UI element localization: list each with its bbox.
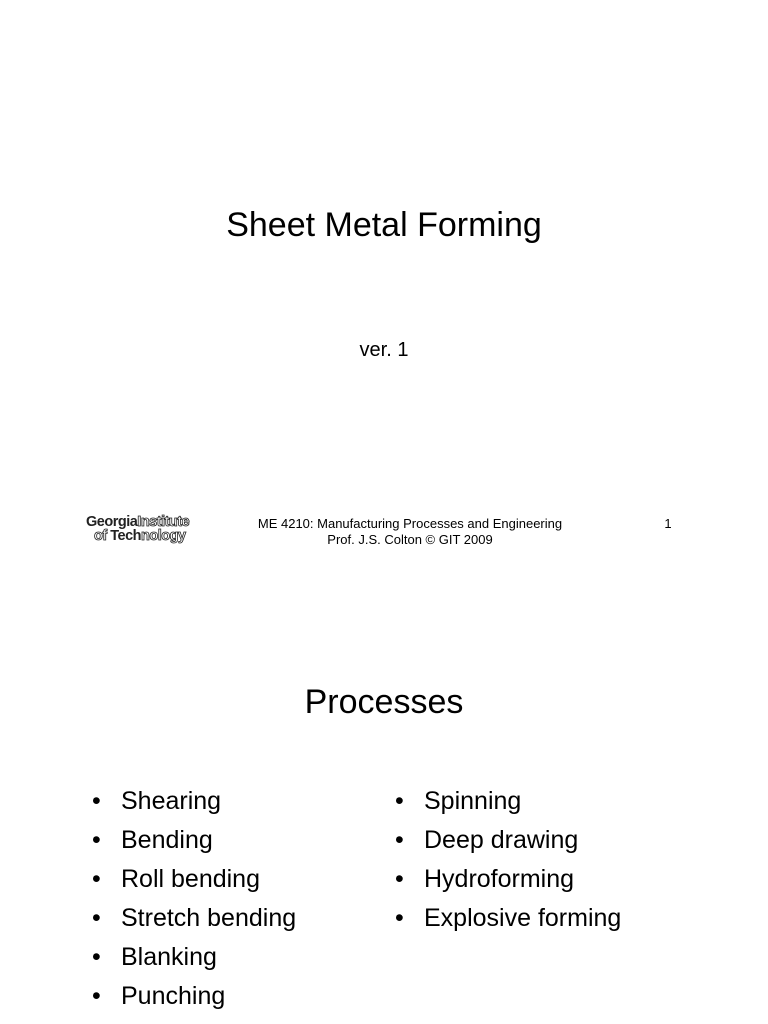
list-item-label: Blanking [121,943,217,971]
bullet-icon: • [395,904,404,932]
bullet-icon: • [395,865,404,893]
process-list-left [92,782,296,1016]
list-item [395,860,621,899]
list-item [92,782,296,821]
processes-slide [0,560,768,1024]
logo-nology: nology [141,528,186,544]
list-item-label: Stretch bending [121,904,297,932]
list-item [92,938,296,977]
list-item-label: Deep drawing [424,826,579,854]
list-item [92,821,296,860]
list-item-label: Bending [121,826,213,854]
bullet-icon: • [92,826,101,854]
bullet-icon: • [92,787,101,815]
footer-course-name: ME 4210: Manufacturing Processes and Engineering [257,516,563,531]
list-item-label: Spinning [424,787,522,815]
list-item [92,860,296,899]
list-item-label: Punching [121,982,226,1010]
page-number: 1 [664,516,672,531]
logo-tech: Tech [110,528,141,544]
list-item-label: Roll bending [121,865,260,893]
bullet-icon: • [92,943,101,971]
logo-institute: Institute [137,514,190,530]
list-item-label: Hydroforming [424,865,575,893]
process-list-right [395,782,621,938]
slide-title: Processes [304,683,464,721]
logo-georgia: Georgia [86,514,138,530]
bullet-icon: • [92,982,101,1010]
footer-professor: Prof. J.S. Colton © GIT 2009 [327,532,493,547]
list-item [395,899,621,938]
logo-line-1 [86,515,236,529]
slide-title: Sheet Metal Forming [226,206,542,244]
list-item-label: Shearing [121,787,222,815]
list-item-label: Explosive forming [424,904,622,932]
bullet-icon: • [92,865,101,893]
bullet-icon: • [395,826,404,854]
list-item [395,782,621,821]
version-label: ver. 1 [359,339,409,361]
list-item [92,977,296,1016]
georgia-tech-logo [86,515,236,547]
logo-line-2 [86,529,236,543]
bullet-icon: • [92,904,101,932]
logo-of: of [94,528,111,544]
bullet-icon: • [395,787,404,815]
list-item [92,899,296,938]
list-item [395,821,621,860]
